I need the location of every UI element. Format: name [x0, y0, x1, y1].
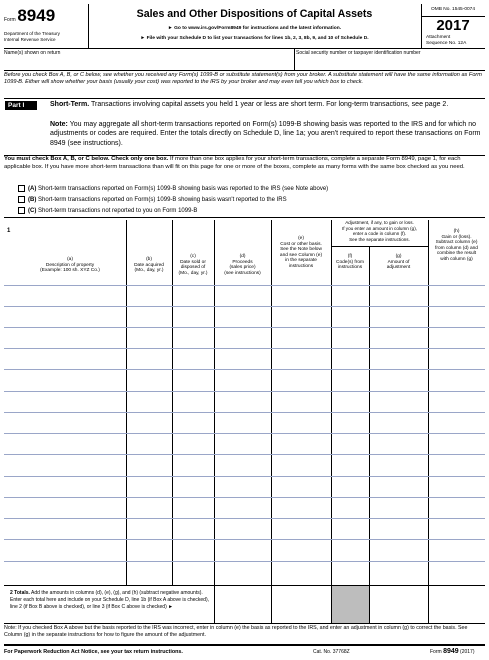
footer-form-number: 8949 — [443, 648, 459, 655]
totals-label: Totals. — [14, 590, 30, 596]
table-row[interactable] — [4, 561, 485, 562]
form-label: Form — [4, 17, 16, 23]
note-label: Note: — [50, 121, 68, 128]
instruction-line-2: ► File with your Schedule D to list your transactions for lines 1b, 2, 3, 8b, 9, and 10 of Schedule D. — [140, 36, 369, 41]
table-row[interactable] — [4, 369, 485, 370]
footer-form-year: (2017) — [460, 649, 475, 655]
column-f-header: (f) Code(s) from instructions — [336, 254, 364, 271]
part1-note — [50, 120, 484, 148]
box-c-checkbox[interactable] — [18, 207, 25, 214]
sequence-number: Sequence No. 12A — [426, 41, 467, 46]
adjustment-header: Adjustment, if any, to gain or loss. If you enter an amount in column (g), enter a code in column (f). See the separate instructions. — [341, 220, 418, 242]
must-check-bold: You must check Box A, B, or C below. Check only one box. — [4, 156, 169, 162]
box-a-label: Short-term transactions reported on Form(s) 1099-B showing basis was reported to the IRS (see Note above) — [38, 186, 329, 193]
box-c-letter: (C) — [28, 208, 37, 215]
box-c-label: Short-term transactions not reported to you on Form 1099-B — [38, 208, 198, 215]
cat-number: Cat. No. 37768Z — [313, 649, 350, 655]
tax-year: 2017 — [436, 17, 470, 34]
table-row[interactable] — [4, 327, 485, 328]
column-g-header: (g) Amount of adjustment — [386, 254, 411, 271]
form-number: 8949 — [17, 6, 56, 25]
total-col-h[interactable] — [429, 586, 485, 623]
table-row[interactable] — [4, 391, 485, 392]
table-row[interactable] — [4, 497, 485, 498]
column-h-header: (h) Gain or (loss). Subtract column (e) from column (d) and combine the result with column (g) — [435, 229, 478, 262]
box-b-row[interactable] — [18, 196, 287, 203]
table-row[interactable] — [4, 348, 485, 349]
instruction-line-1: ► Go to www.irs.gov/Form8949 for instructions and the latest information. — [167, 26, 342, 31]
table-row[interactable] — [4, 539, 485, 540]
must-check-text: If more than one box applies for your short-term transactions, complete a separate Form 8949, page 1, for each applicable box. If you have more short-term transactions than will fit on this page for one or more of the boxes, complete as many forms with the same box checked as you need. — [4, 156, 465, 170]
part-label: Part I — [5, 101, 37, 110]
table-row[interactable] — [4, 476, 485, 477]
total-col-e[interactable] — [272, 586, 331, 623]
table-row[interactable] — [4, 454, 485, 455]
form-id — [4, 6, 86, 26]
footer-form-label: Form — [430, 649, 442, 655]
totals-line-number: 2 — [10, 590, 13, 596]
line-1-number: 1 — [7, 228, 11, 234]
totals-description: Add the amounts in columns (d), (e), (g), and (h) (subtract negative amounts). Enter each total here and include on your Schedule D, line 1b (if Box A above is checked), line 2 (if Box B above is checked), or line 3 (if Box C above is checked) ► — [10, 590, 210, 610]
column-b-header: (b) Date acquired (Mo., day, yr.) — [134, 257, 164, 274]
transaction-rows[interactable] — [4, 285, 485, 585]
attachment-label: Attachment — [426, 35, 451, 40]
part1-text — [50, 100, 484, 109]
name-field[interactable] — [4, 48, 294, 70]
column-a-header: (a) Description of property (Example: 100 sh. XYZ Co.) — [40, 257, 100, 274]
box-b-letter: (B) — [28, 197, 37, 204]
paperwork-notice: For Paperwork Reduction Act Notice, see your tax return instructions. — [4, 649, 183, 655]
column-d-header: (d) Proceeds (sales price) (see instructions) — [224, 254, 261, 276]
form-title: Sales and Other Dispositions of Capital Assets — [136, 8, 373, 20]
table-row[interactable] — [4, 433, 485, 434]
total-col-d[interactable] — [215, 586, 271, 623]
table-row[interactable] — [4, 518, 485, 519]
box-a-row[interactable] — [18, 185, 328, 192]
table-row[interactable] — [4, 285, 485, 286]
box-c-row[interactable] — [18, 207, 197, 214]
total-col-g[interactable] — [370, 586, 428, 623]
totals-text — [10, 590, 210, 611]
column-c-header: (c) Date sold or disposed of (Mo., day, yr.) — [178, 254, 208, 276]
omb-number: OMB No. 1545-0074 — [431, 7, 475, 12]
box-a-checkbox[interactable] — [18, 185, 25, 192]
table-row[interactable] — [4, 412, 485, 413]
box-b-label: Short-term transactions reported on Form(s) 1099-B showing basis wasn't reported to the IRS — [38, 197, 287, 204]
must-check-instructions — [4, 156, 485, 171]
box-b-checkbox[interactable] — [18, 196, 25, 203]
total-col-f-shaded — [332, 586, 369, 623]
agency-line2: Internal Revenue Service — [4, 37, 56, 42]
agency-line1: Department of the Treasury — [4, 31, 60, 36]
footer-note: Note: If you checked Box A above but the basis reported to the IRS was incorrect, enter in column (e) the basis as reported to the IRS, and enter an adjustment in column (g) to correct the basis. See Column (g) in the separate instructions for how to figure the amount of the adjustment. — [4, 625, 468, 638]
form-header — [4, 4, 485, 48]
ssn-label: Social security number or taxpayer identification number — [296, 50, 421, 56]
name-label: Name(s) shown on return — [4, 50, 61, 56]
footer-form-id — [430, 648, 474, 655]
note-text: You may aggregate all short-term transactions reported on Form(s) 1099-B showing basis was reported to the IRS and for which no adjustments or codes are required. Enter the totals directly on Schedule D, line 1a; you aren't required to report these transactions on Form 8949 (see instructions). — [50, 121, 481, 147]
part1-heading: Short-Term. — [50, 101, 90, 108]
intro-text: Before you check Box A, B, or C below, see whether you received any Form(s) 1099-B or substitute statement(s) from your broker. A substitute statement will have the same information as Form 1099-B. Either will show whether your basis (usually your cost) was reported to the IRS by your broker and may even tell you which box to check. — [4, 72, 482, 86]
box-a-letter: (A) — [28, 186, 37, 193]
table-row[interactable] — [4, 306, 485, 307]
column-e-header: (e) Cost or other basis. See the Note below and see Column (e) in the separate instructions — [279, 236, 323, 269]
part1-description: Transactions involving capital assets you held 1 year or less are short term. For long-term transactions, see page 2. — [89, 101, 449, 108]
ssn-field[interactable] — [296, 48, 485, 70]
